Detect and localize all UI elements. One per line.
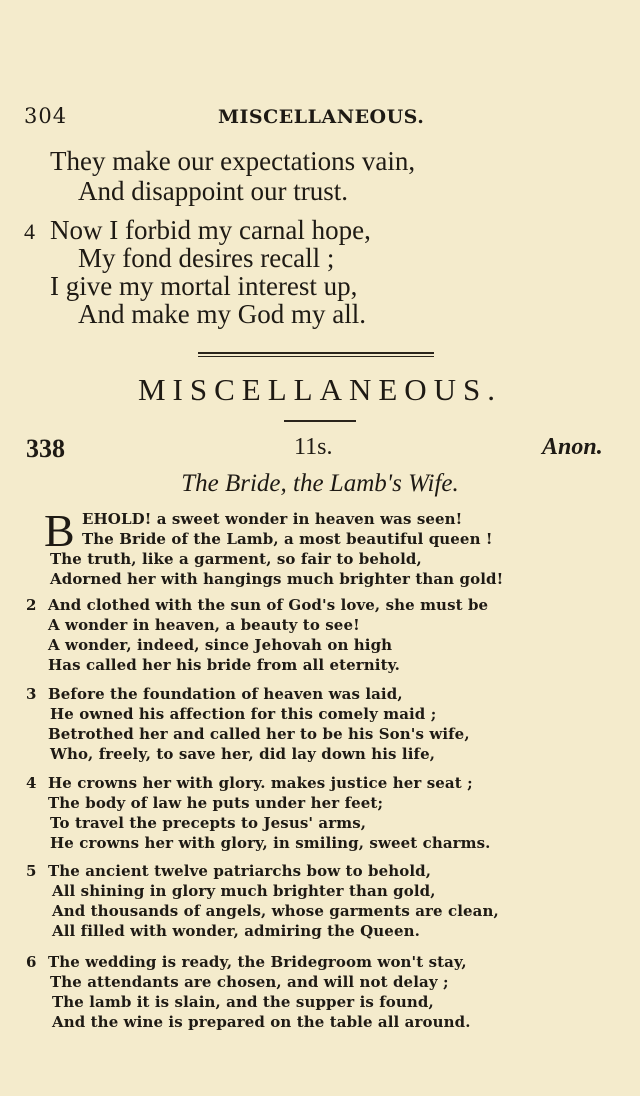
section-rule-short (284, 420, 356, 422)
verse-number: 3 (26, 685, 37, 703)
verse-line: EHOLD! a sweet wonder in heaven was seen! (82, 510, 463, 528)
stanza-line: They make our expectations vain, (50, 146, 416, 176)
verse-line: The attendants are chosen, and will not delay ; (50, 973, 449, 991)
verse-number: 5 (26, 862, 37, 880)
verse-number: 2 (26, 596, 37, 614)
verse-line: All filled with wonder, admiring the Queen. (52, 922, 420, 940)
stanza-line: And make my God my all. (78, 299, 366, 329)
section-rule-top-thin (198, 356, 434, 357)
hymn-title: The Bride, the Lamb's Wife. (181, 470, 459, 497)
verse-line: A wonder in heaven, a beauty to see! (48, 616, 360, 634)
verse-line: And clothed with the sun of God's love, she must be (48, 596, 489, 614)
drop-cap: B (44, 505, 75, 556)
hymn-header (0, 434, 640, 468)
verse-line: To travel the precepts to Jesus' arms, (50, 814, 367, 832)
verse-line: And thousands of angels, whose garments are clean, (52, 902, 499, 920)
page-number: 304 (24, 104, 68, 128)
stanza-line: Now I forbid my carnal hope, (50, 215, 371, 245)
verse-line: All shining in glory much brighter than gold, (52, 882, 436, 900)
hymn-meter: 11s. (294, 434, 333, 460)
verse-line: And the wine is prepared on the table all around. (52, 1013, 471, 1031)
verse-line: The body of law he puts under her feet; (48, 794, 384, 812)
stanza-number: 4 (24, 219, 35, 244)
verse-number: 6 (26, 953, 37, 971)
verse-line: A wonder, indeed, since Jehovah on high (48, 636, 393, 654)
verse-line: He owned his affection for this comely maid ; (50, 705, 437, 723)
stanza-line: I give my mortal interest up, (50, 271, 358, 301)
hymn-author: Anon. (542, 434, 603, 460)
verse-line: The wedding is ready, the Bridegroom won't stay, (48, 953, 467, 971)
verse-line: Has called her his bride from all eternity. (48, 656, 401, 674)
section-rule-top (198, 352, 434, 354)
running-head (0, 104, 640, 134)
stanza-line: My fond desires recall ; (78, 243, 335, 273)
running-title: MISCELLANEOUS. (218, 106, 425, 128)
verse-line: The lamb it is slain, and the supper is found, (52, 993, 434, 1011)
hymn-number: 338 (26, 434, 65, 463)
stanza-line: And disappoint our trust. (78, 176, 348, 206)
verse-line: He crowns her with glory. makes justice her seat ; (48, 774, 473, 792)
section-title: MISCELLANEOUS. (137, 372, 503, 407)
verse-line: He crowns her with glory, in smiling, sweet charms. (50, 834, 491, 852)
verse-line: Betrothed her and called her to be his Son's wife, (48, 725, 470, 743)
verse-line: The ancient twelve patriarchs bow to behold, (48, 862, 432, 880)
verse-line: Before the foundation of heaven was laid, (48, 685, 403, 703)
verse-line: Adorned her with hangings much brighter than gold! (50, 570, 504, 588)
verse-line: The truth, like a garment, so fair to behold, (50, 550, 422, 568)
verse-number: 4 (26, 774, 37, 792)
verse-line: The Bride of the Lamb, a most beautiful queen ! (82, 530, 493, 548)
verse-line: Who, freely, to save her, did lay down his life, (50, 745, 436, 763)
